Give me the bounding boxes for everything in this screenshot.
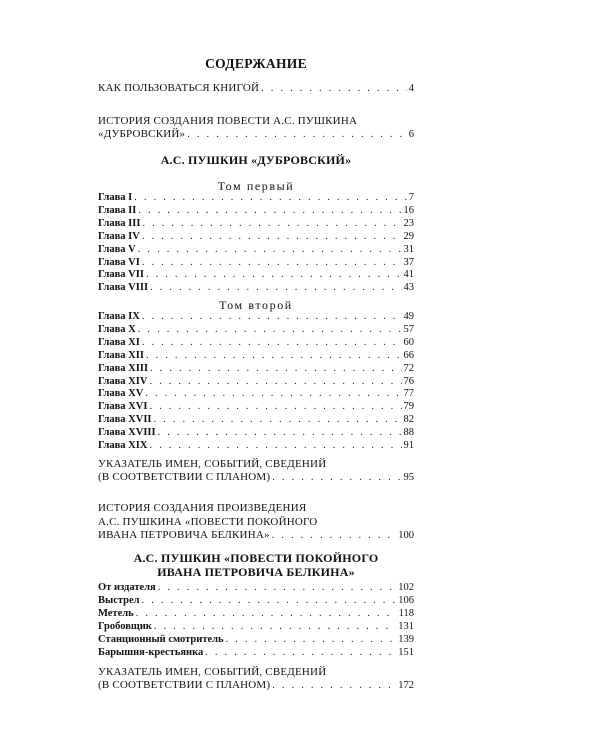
toc-entry-label: ИВАНА ПЕТРОВИЧА БЕЛКИНА» (98, 529, 270, 541)
toc-page-number: 88 (403, 427, 414, 439)
toc-entry-label: Глава VI (98, 256, 140, 268)
section-title-dubrovsky: А.С. ПУШКИН «ДУБРОВСКИЙ» (160, 153, 352, 167)
leader-dots (272, 471, 401, 484)
toc-page-number: 79 (403, 401, 414, 413)
toc-chapter-vol2-11[interactable] (98, 439, 414, 452)
history2-line-1: ИСТОРИЯ СОЗДАНИЯ ПРОИЗВЕДЕНИЯ (98, 502, 307, 514)
toc-page-number: 23 (403, 217, 414, 229)
toc-chapter-8[interactable] (98, 281, 414, 294)
toc-story-5[interactable] (98, 633, 414, 646)
toc-entry-label: Глава III (98, 217, 141, 229)
toc-chapter-vol2-7[interactable] (98, 387, 414, 400)
toc-page-number: 29 (403, 230, 414, 242)
toc-page-number: 41 (403, 269, 414, 281)
toc-page-number: 76 (403, 375, 414, 387)
page-title: СОДЕРЖАНИЕ (205, 56, 307, 71)
toc-story-3[interactable] (98, 607, 414, 620)
toc-entry-how-to-use[interactable] (98, 82, 414, 95)
toc-page-number: 31 (403, 243, 414, 255)
toc-entry-history-2[interactable] (98, 529, 414, 542)
toc-page-number: 131 (398, 620, 414, 632)
toc-entry-label: Гробовщик (98, 620, 152, 632)
toc-page-number: 100 (398, 530, 414, 541)
leader-dots (142, 256, 402, 269)
toc-entry-label: Глава XVII (98, 414, 152, 426)
index-1-line-1: УКАЗАТЕЛЬ ИМЕН, СОБЫТИЙ, СВЕДЕНИЙ (98, 458, 327, 470)
toc-story-1[interactable] (98, 581, 414, 594)
toc-page-number: 57 (403, 323, 414, 335)
leader-dots (226, 633, 397, 646)
toc-entry-label: Барышня-крестьянка (98, 646, 204, 658)
leader-dots (142, 217, 401, 230)
leader-dots (146, 349, 402, 362)
toc-page-number: 77 (403, 388, 414, 400)
toc-page-number: 106 (398, 594, 414, 606)
leader-dots (138, 204, 401, 217)
toc-page-number: 37 (403, 256, 414, 268)
toc-chapter-vol2-1[interactable] (98, 310, 414, 323)
leader-dots (138, 323, 402, 336)
toc-entry-history-line-1: ИСТОРИЯ СОЗДАНИЯ ПОВЕСТИ А.С. ПУШКИНА (98, 115, 358, 127)
toc-entry-label: Глава XI (98, 336, 140, 348)
leader-dots (154, 413, 402, 426)
toc-entry-label: Выстрел (98, 594, 140, 606)
toc-page-number: 60 (403, 336, 414, 348)
leader-dots (149, 400, 401, 413)
toc-chapter-vol2-9[interactable] (98, 413, 414, 426)
toc-entry-label: (В СООТВЕТСТВИИ С ПЛАНОМ) (98, 679, 271, 691)
toc-entry-label: Глава XIX (98, 440, 148, 451)
toc-chapter-5[interactable] (98, 243, 414, 256)
volume-title-2: Том второй (219, 298, 293, 312)
leader-dots (205, 646, 396, 659)
toc-chapter-3[interactable] (98, 217, 414, 230)
leader-dots (146, 268, 402, 281)
toc-chapter-vol2-6[interactable] (98, 375, 414, 388)
leader-dots (138, 243, 402, 256)
toc-page-number: 102 (398, 582, 414, 593)
index-2-line-1: УКАЗАТЕЛЬ ИМЕН, СОБЫТИЙ, СВЕДЕНИЙ (98, 666, 327, 678)
toc-page-number: 91 (403, 440, 414, 451)
history2-line-2: А.С. ПУШКИНА «ПОВЕСТИ ПОКОЙНОГО (98, 516, 318, 528)
toc-entry-index-1[interactable] (98, 471, 414, 484)
toc-entry-label: КАК ПОЛЬЗОВАТЬСЯ КНИГОЙ (98, 82, 260, 94)
toc-entry-label: Глава I (98, 192, 133, 203)
leader-dots (149, 375, 401, 388)
toc-page-number: 43 (403, 282, 414, 294)
leader-dots (187, 128, 407, 141)
toc-entry-label: Глава XVIII (98, 427, 156, 439)
toc-entry-label: Глава V (98, 243, 136, 255)
toc-page-number: 118 (398, 607, 414, 619)
toc-entry-label: Станционный смотритель (98, 633, 224, 645)
toc-entry-label: Глава IV (98, 230, 140, 242)
toc-story-2[interactable] (98, 594, 414, 607)
toc-chapter-6[interactable] (98, 256, 414, 269)
leader-dots (158, 426, 402, 439)
leader-dots (272, 679, 396, 692)
toc-chapter-7[interactable] (98, 268, 414, 281)
toc-entry-label: От издателя (98, 582, 156, 593)
toc-chapter-vol2-3[interactable] (98, 336, 414, 349)
leader-dots (150, 281, 401, 294)
toc-entry-label: Глава VIII (98, 282, 149, 294)
toc-page-number: 151 (398, 646, 414, 658)
leader-dots (134, 191, 406, 204)
toc-page-number: 49 (403, 311, 414, 322)
toc-chapter-4[interactable] (98, 230, 414, 243)
leader-dots (142, 310, 402, 323)
toc-chapter-vol2-5[interactable] (98, 362, 414, 375)
toc-chapter-vol2-8[interactable] (98, 400, 414, 413)
leader-dots (261, 82, 407, 95)
volume-title-1: Том первый (217, 179, 295, 193)
leader-dots (272, 529, 397, 542)
toc-story-6[interactable] (98, 646, 414, 659)
toc-chapter-vol2-2[interactable] (98, 323, 414, 336)
toc-entry-label: Глава XIII (98, 362, 149, 374)
section-title-belkin-line-2: ИВАНА ПЕТРОВИЧА БЕЛКИНА» (157, 565, 355, 579)
toc-story-4[interactable] (98, 620, 414, 633)
toc-entry-label: Глава XVI (98, 401, 148, 413)
leader-dots (154, 620, 396, 633)
toc-page-number: 139 (398, 633, 414, 645)
toc-entry-label: Глава XV (98, 388, 144, 400)
toc-page-number: 172 (398, 680, 414, 691)
leader-dots (145, 387, 401, 400)
toc-page-number: 82 (403, 414, 414, 426)
toc-entry-index-2[interactable] (98, 679, 414, 692)
leader-dots (158, 581, 397, 594)
toc-page-number: 4 (408, 83, 414, 94)
toc-entry-label: Глава XII (98, 349, 144, 361)
leader-dots (150, 362, 401, 375)
toc-entry-label: (В СООТВЕТСТВИИ С ПЛАНОМ) (98, 471, 271, 483)
toc-entry-label: Глава X (98, 323, 136, 335)
toc-chapter-1[interactable] (98, 191, 414, 204)
toc-chapter-2[interactable] (98, 204, 414, 217)
toc-chapter-vol2-10[interactable] (98, 426, 414, 439)
toc-page-number: 95 (403, 472, 414, 483)
toc-entry-label: Глава IX (98, 311, 140, 322)
toc-entry-label: Глава II (98, 204, 137, 216)
toc-entry-label: Метель (98, 607, 134, 619)
toc-entry-label: Глава VII (98, 269, 144, 281)
toc-page-number: 16 (403, 204, 414, 216)
toc-page-number: 6 (408, 129, 414, 140)
leader-dots (142, 336, 402, 349)
toc-page-number: 66 (403, 349, 414, 361)
leader-dots (142, 594, 397, 607)
toc-entry-label: Глава XIV (98, 375, 148, 387)
toc-entry-label: «ДУБРОВСКИЙ» (98, 128, 186, 140)
toc-page-number: 72 (403, 362, 414, 374)
toc-page-number: 7 (408, 192, 414, 203)
toc-chapter-vol2-4[interactable] (98, 349, 414, 362)
toc-entry-history[interactable] (98, 128, 414, 141)
leader-dots (142, 230, 402, 243)
section-title-belkin-line-1: А.С. ПУШКИН «ПОВЕСТИ ПОКОЙНОГО (133, 551, 379, 565)
leader-dots (149, 439, 401, 452)
leader-dots (136, 607, 397, 620)
